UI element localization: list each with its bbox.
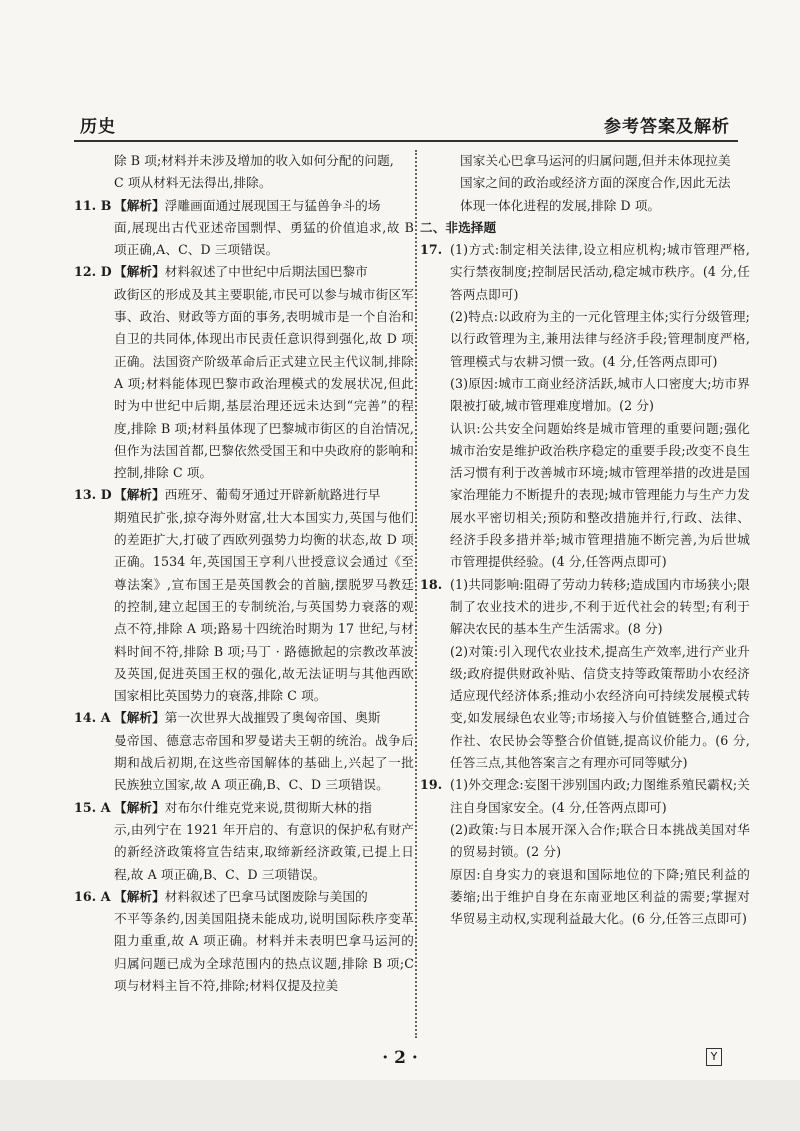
sub-answer: (2)特点:以政府为主的一元化管理主体;实行分级管理;以行政管理为主,兼用法律与经济手段;管理制度严格,管理模式与农耕习惯一致。(4 分,任答两点即可) [450, 309, 750, 369]
answer-item-13 [74, 484, 414, 506]
answer-item-14 [74, 707, 414, 729]
section-title: 二、非选择题 [420, 219, 497, 235]
sub-answer: (3)原因:城市工商业经济活跃,城市人口密度大;坊市界限被打破,城市管理难度增加。(2 分) [450, 375, 750, 414]
item-text: 曼帝国、德意志帝国和罗曼诺夫王朝的统治。战争后期和战后初期,在这些帝国解体的基础上,兴起了一批民族独立国家,故 A 项正确,B、C、D 三项错误。 [114, 732, 414, 793]
analysis-tag: 【解析】 [114, 888, 165, 904]
item-first-line [114, 886, 414, 908]
item-text: 面,展现出古代亚述帝国剽悍、勇猛的价值追求,故 B 项正确,A、C、D 三项错误。 [114, 219, 414, 258]
page-header-title: 参考答案及解析 [604, 117, 730, 137]
analysis-tag: 【解析】 [114, 710, 165, 726]
column-divider [415, 150, 417, 1038]
item-number: 12. D [74, 264, 112, 280]
header-rule [74, 140, 738, 142]
answer-item-18 [420, 574, 750, 775]
analysis-tag: 【解析】 [114, 197, 165, 213]
answer-item-12 [74, 261, 414, 283]
item-body [450, 239, 750, 573]
answer-item-15 [74, 797, 414, 819]
sub-answer: (1)外交理念:妄图干涉别国内政;力图维系殖民霸权;关注自身国家安全。(4 分,任答两点即可) [450, 777, 750, 815]
carry-over-line: C 项从材料无法得出,排除。 [114, 175, 272, 191]
carry-over-line: 国家之间的政治或经济方面的深度合作,因此无法 [460, 175, 731, 191]
item-text-start: 材料叙述了巴拿马试图废除与美国的 [164, 888, 368, 904]
item-text-start: 对布尔什维克党来说,贯彻斯大林的指 [164, 799, 372, 815]
sub-answer: (2)政策:与日本展开深入合作;联合日本挑战美国对华的贸易封锁。(2 分) [450, 821, 750, 860]
item-text: 不平等条约,因美国阻挠未能成功,说明国际秩序变革阻力重重,故 A 项正确。材料并未表明巴拿马运河的归属问题已成为全球范围内的热点议题,排除 B 项;C 项与材料主旨不符,排除;材料仅提及拉美 [114, 911, 414, 993]
item-number: 14. A [74, 710, 111, 726]
sub-answer: 原因:自身实力的衰退和国际地位的下降;殖民利益的萎缩;出于维护自身在东南亚地区利益的需要;掌握对华贸易主动权,实现利益最大化。(6 分,任答三点即可) [450, 866, 750, 927]
subject-label: 历史 [80, 117, 116, 137]
item-first-line [114, 707, 414, 729]
item-first-line [114, 195, 414, 217]
carry-over-line: 国家关心巴拿马运河的归属问题,但并未体现拉美 [460, 153, 731, 168]
item-first-line [114, 797, 414, 819]
item-number: 15. A [74, 799, 111, 815]
item-text-start: 材料叙述了中世纪中后期法国巴黎市 [164, 264, 368, 280]
analysis-tag: 【解析】 [114, 264, 165, 280]
sub-answer: (1)共同影响:阻碍了劳动力转移;造成国内市场狭小;限制了农业技术的进步,不利于近代社会的转型;有利于解决农民的基本生产生活需求。(8 分) [450, 576, 750, 637]
item-number: 13. D [74, 487, 112, 503]
item-number: 17. [420, 242, 443, 258]
left-column [74, 150, 414, 997]
sub-answer: (1)方式:制定相关法律,设立相应机构;城市管理严格,实行禁夜制度;控制居民活动,稳定城市秩序。(4 分,任答两点即可) [450, 242, 750, 302]
item-number: 11. B [74, 197, 112, 213]
item-text-start: 浮雕画面通过展现国王与猛兽争斗的场 [164, 197, 381, 213]
sub-answer: 认识:公共安全问题始终是城市管理的重要问题;强化城市治安是维护政治秩序稳定的重要手段;改变不良生活习惯有利于改善城市环境;城市管理举措的改进是国家治理能力不断提升的表现;城市管理能力与生产力发展水平密切相关;预防和整改措施并行,行政、法律、经济手段多措并举;城市管理措施不断完善,为后世城市管理提供经验。(4 分,任答两点即可) [450, 420, 750, 570]
item-number: 16. A [74, 888, 111, 904]
item-body [450, 774, 750, 930]
item-text-start: 第一次世界大战摧毁了奥匈帝国、奥斯 [164, 710, 381, 726]
item-number: 18. [420, 576, 443, 592]
item-first-line [114, 484, 414, 506]
item-text: 期殖民扩张,掠夺海外财富,壮大本国实力,英国与他们的差距扩大,打破了西欧列强势力均衡的状态,故 D 项正确。1534 年,英国国王亨利八世授意议会通过《至尊法案》,宣布国王是英国教会的首脑,摆脱罗马教廷的控制,建立起国王的专制统治,与英国势力衰落的观点不符,排除 A 项;路易十四统治时期为 17 世纪,与材料时间不符,排除 B 项;马丁 · 路德掀起的宗教改革波及英国,促进英国王权的强化,故无法证明与其他西欧国家相比英国势力的衰落,排除 C 项。 [114, 509, 414, 704]
item-text: 政街区的形成及其主要职能,市民可以参与城市街区军事、政治、财政等方面的事务,表明城市是一个自治和自卫的共同体,体现出市民责任意识得到强化,故 D 项正确。法国资产阶级革命后正式建立民主代议制,排除 A 项;材料能体现巴黎市政治理模式的发展状况,但此时为中世纪中后期,基层治理还远未达到“完善”的程度,排除 B 项;材料虽体现了巴黎城市街区的自治情况,但作为法国首都,巴黎依然受国王和中央政府的影响和控制,排除 C 项。 [114, 286, 414, 481]
analysis-tag: 【解析】 [114, 799, 165, 815]
analysis-tag: 【解析】 [114, 487, 165, 503]
item-text-start: 西班牙、葡萄牙通过开辟新航路进行早 [164, 487, 381, 503]
answer-item-16 [74, 886, 414, 908]
answer-item-17 [420, 239, 750, 573]
sub-answer: (2)对策:引入现代农业技术,提高生产效率,进行产业升级;政府提供财政补贴、信贷支持等政策帮助小农经济适应现代经济体系;推动小农经济向可持续发展模式转变,如发展绿色农业等;市场接入与价值链整合,通过合作社、农民协会等整合价值链,提高议价能力。(6 分,任答三点,其他答案言之有理亦可同等赋分) [450, 643, 750, 771]
item-number: 19. [420, 777, 443, 793]
item-text: 示,由列宁在 1921 年开启的、有意识的保护私有财产的新经济政策将宣告结束,取缔新经济政策,已提上日程,故 A 项正确,B、C、D 三项错误。 [114, 821, 414, 882]
item-first-line [114, 261, 414, 283]
answer-item-11 [74, 195, 414, 217]
item-body [450, 574, 750, 775]
carry-over-line: 除 B 项;材料并未涉及增加的收入如何分配的问题, [114, 153, 394, 168]
answer-item-19 [420, 774, 750, 930]
bottom-margin [0, 1080, 800, 1131]
carry-over-line: 体现一体化进程的发展,排除 D 项。 [460, 197, 661, 213]
version-mark: Y [706, 1048, 722, 1066]
right-column [420, 150, 750, 930]
page-number: · 2 · [382, 1048, 418, 1068]
